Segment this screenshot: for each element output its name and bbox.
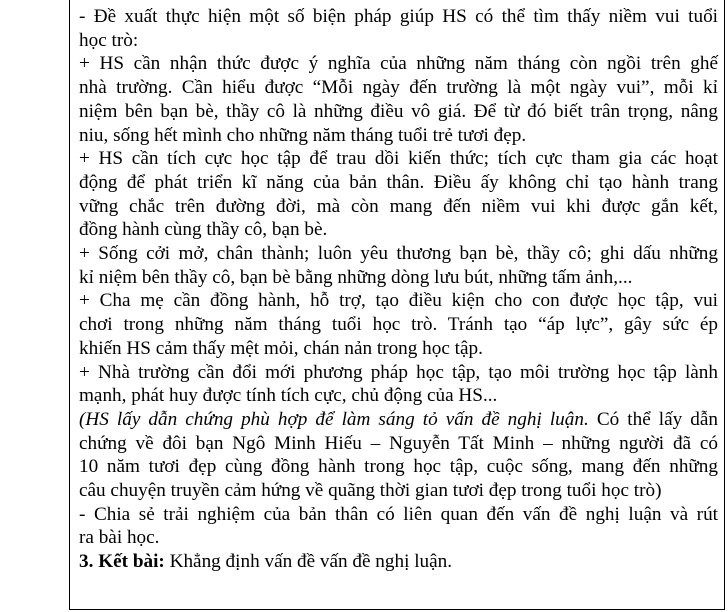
text-line: niu, sống hết mình cho những năm tháng tuổi trẻ tươi đẹp.: [79, 124, 527, 146]
paragraph-study: [79, 147, 718, 242]
paragraph-parents: [79, 289, 718, 360]
text-line: mạnh, phát huy được tính tích cực, chủ động của HS...: [79, 385, 498, 407]
paragraph-openness: [79, 242, 718, 289]
text-line: - Chia sẻ trải nghiệm của bản thân có liên quan đến vấn đề nghị luận và rút: [79, 503, 718, 525]
text-line: [79, 550, 718, 574]
text-line: - Đề xuất thực hiện một số biện pháp giúp HS có thể tìm thấy niềm vui tuổi: [79, 6, 718, 27]
text-line: + Nhà trường cần đổi mới phương pháp học tập, tạo môi trường học tập lành: [79, 361, 718, 383]
text-line: khiến HS cảm thấy mệt mỏi, chán nản trong học tập.: [79, 337, 483, 359]
text-line: + Sống cởi mở, chân thành; luôn yêu thương bạn bè, thầy cô; ghi dấu những: [79, 243, 718, 265]
text-line: niệm bên bạn bè, thầy cô là những điều vô giá. Để từ đó biết trân trọng, nâng: [79, 100, 718, 122]
text-line: + HS cần nhận thức được ý nghĩa của những năm tháng còn ngồi trên ghế: [79, 53, 718, 75]
paragraph-sharing: [79, 503, 718, 550]
paragraph-conclusion: [79, 550, 718, 574]
text-line: động để phát triển kĩ năng của bản thân. Điều ấy không chỉ tạo hành trang: [79, 171, 718, 193]
text-line: ra bài học.: [79, 527, 160, 549]
paragraph-proposal: [79, 5, 718, 52]
text-line: câu chuyện truyền cảm hứng về quãng thời gian tươi đẹp trong tuổi học trò): [79, 480, 662, 502]
text-span: Khẳng định vấn đề vấn đề nghị luận.: [164, 551, 453, 573]
text-line: vững chắc trên đường đời, mà còn mang đến niềm vui khi được gắn kết,: [79, 195, 718, 217]
italic-note: (HS lấy dẫn chứng phù hợp để làm sáng tỏ vấn đề nghị luận.: [79, 408, 589, 430]
paragraph-school: [79, 361, 718, 408]
text-line: nhà trường. Cần hiểu được “Mỗi ngày đến trường là một ngày vui”, mỗi kỉ: [79, 77, 718, 99]
text-line: chơi trong những năm tháng tuổi học trò. Tránh tạo “áp lực”, gây sức ép: [79, 314, 718, 336]
text-line: + HS cần tích cực học tập để trau dồi kiến thức; tích cực tham gia các hoạt: [79, 148, 718, 170]
paragraph-evidence: [79, 408, 718, 503]
answer-box: [69, 0, 725, 610]
text-line: 10 năm tươi đẹp cùng đồng hành trong học tập, cuộc sống, mang đến những: [79, 456, 718, 478]
paragraph-awareness: [79, 52, 718, 147]
text-line: học trò:: [79, 29, 139, 51]
text-span: Có thể lấy dẫn: [588, 408, 718, 430]
text-line: đồng hành cùng thầy cô, bạn bè.: [79, 219, 328, 241]
conclusion-heading: 3. Kết bài:: [79, 551, 165, 573]
text-line: [79, 408, 718, 432]
text-line: + Cha mẹ cần đồng hành, hỗ trợ, tạo điều kiện cho con được học tập, vui: [79, 290, 718, 312]
text-line: chứng về đôi bạn Ngô Minh Hiếu – Nguyễn Tất Minh – những người đã có: [79, 432, 718, 454]
text-line: kỉ niệm bên thầy cô, bạn bè bằng những dòng lưu bút, những tấm ảnh,...: [79, 266, 633, 288]
